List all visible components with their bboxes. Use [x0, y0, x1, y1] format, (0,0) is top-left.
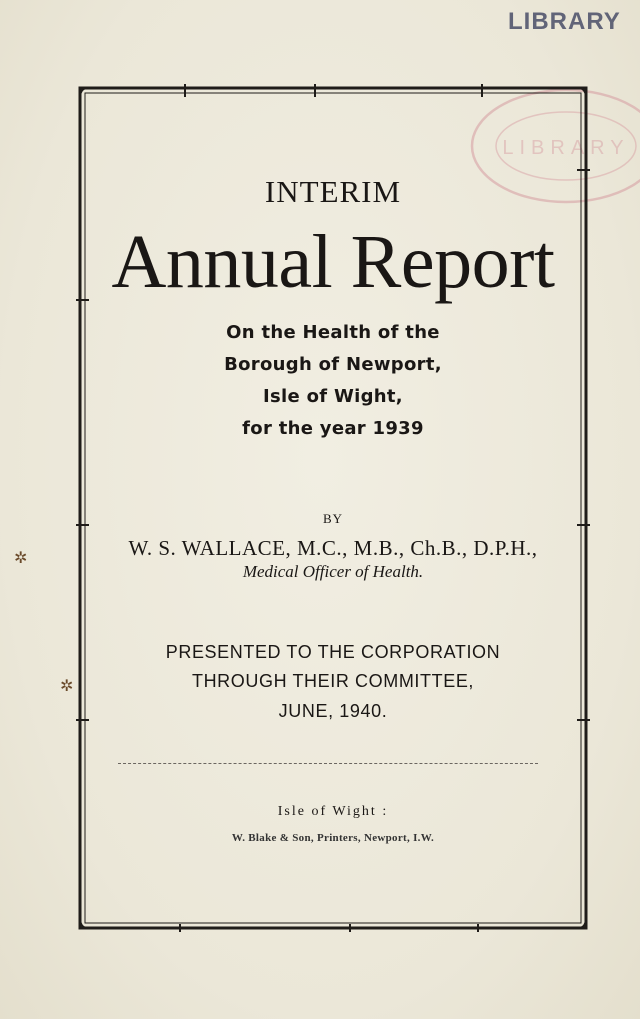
- pretitle: INTERIM: [264, 174, 402, 209]
- author-name: W. S. WALLACE, M.C., M.B., Ch.B., D.P.H.,: [128, 536, 538, 560]
- report-title: Annual Report: [111, 220, 555, 304]
- presented-line: THROUGH THEIR COMMITTEE,: [191, 671, 475, 691]
- subtitle-line: Borough of Newport,: [224, 354, 442, 375]
- subtitle-line: On the Health of the: [226, 322, 440, 343]
- subtitle-line: Isle of Wight,: [263, 386, 403, 407]
- divider: [118, 763, 538, 764]
- publication-place: Isle of Wight :: [277, 804, 389, 819]
- oval-stamp-text: LIBRARY: [502, 137, 630, 159]
- author-role: Medical Officer of Health.: [242, 562, 424, 581]
- by-label: BY: [322, 511, 344, 526]
- printer-imprint: W. Blake & Son, Printers, Newport, I.W.: [231, 832, 435, 844]
- presented-line: JUNE, 1940.: [278, 701, 388, 721]
- library-stamp: LIBRARY: [508, 8, 621, 35]
- foxing-stain: ✲: [60, 678, 74, 695]
- foxing-stain: ✲: [14, 550, 28, 567]
- presented-line: PRESENTED TO THE CORPORATION: [165, 642, 501, 662]
- subtitle-line: for the year 1939: [242, 418, 424, 439]
